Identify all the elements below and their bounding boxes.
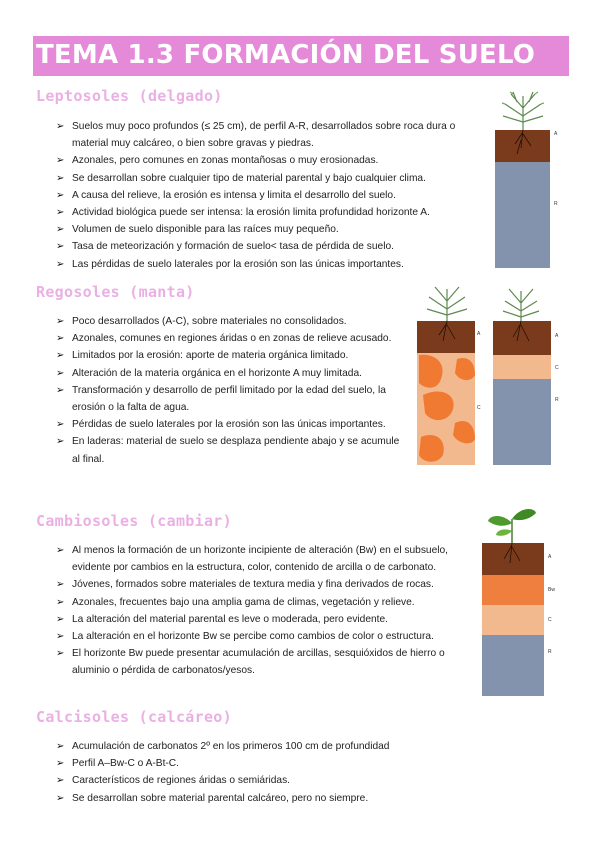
plant-icon [503,289,539,323]
horizon-label-r: R [554,201,558,207]
section-heading-regosoles: Regosoles (manta) [36,283,195,301]
plant-icon [502,92,544,130]
horizon-label-c: C [555,365,559,371]
list-item: ➢ La alteración en el horizonte Bw se percibe como cambios de color o estructura. [56,628,474,645]
horizon-label-a: A [477,331,481,337]
horizon-label-a: A [548,554,552,560]
list-item: ➢ Actividad biológica puede ser intensa: la erosión limita profundidad horizonte A. [56,204,488,221]
leptosol-profile-diagram [493,88,573,270]
horizon-label-a: A [555,333,559,339]
list-item: ➢ Acumulación de carbonatos 2º en los primeros 100 cm de profundidad [56,738,476,755]
calcisoles-list [56,738,476,807]
leptosoles-list [56,118,488,273]
list-item: ➢ Al menos la formación de un horizonte incipiente de alteración (Bw) en el subsuelo, evidente por cambios en la estructura, color, contenido de arcilla o de carbonato. [56,542,474,576]
list-item: ➢ Suelos muy poco profundos (≤ 25 cm), de perfil A-R, desarrollados sobre roca dura o material muy calcáreo, o bien sobre gravas y piedras. [56,118,488,152]
section-heading-leptosoles: Leptosoles (delgado) [36,87,223,105]
list-item: ➢ Se desarrollan sobre material parental calcáreo, pero no siempre. [56,790,476,807]
list-item: ➢ Limitados por la erosión: aporte de materia orgánica limitado. [56,347,401,364]
regosol-profile-diagram [413,283,583,468]
list-item: ➢ Azonales, comunes en regiones áridas o en zonas de relieve acusado. [56,330,401,347]
list-item: ➢ Azonales, pero comunes en zonas montañosas o muy erosionadas. [56,152,488,169]
list-item: ➢ El horizonte Bw puede presentar acumulación de arcillas, sesquióxidos de hierro o aluminio o pérdida de carbonatos/yesos. [56,645,474,679]
horizon-label-c: C [548,617,552,623]
list-item: ➢ Azonales, frecuentes bajo una amplia gama de climas, vegetación y relieve. [56,594,474,611]
horizon-label-bw: Bw [548,587,555,593]
list-item: ➢ A causa del relieve, la erosión es intensa y limita el desarrollo del suelo. [56,187,488,204]
list-item: ➢ Característicos de regiones áridas o semiáridas. [56,772,476,789]
horizon-label-r: R [555,397,559,403]
section-heading-calcisoles: Calcisoles (calcáreo) [36,708,232,726]
list-item: ➢ Transformación y desarrollo de perfil limitado por la edad del suelo, la erosión o la falta de agua. [56,382,401,416]
title-bar [33,36,569,76]
list-item: ➢ Volumen de suelo disponible para las raíces muy pequeño. [56,221,488,238]
plant-icon [427,287,467,323]
horizon-label-c: C [477,405,481,411]
section-heading-cambiosoles: Cambiosoles (cambiar) [36,512,232,530]
list-item: ➢ La alteración del material parental es leve o moderada, pero evidente. [56,611,474,628]
cambisol-profile-diagram [480,505,570,697]
horizon-label-r: R [548,649,552,655]
regosoles-list [56,313,401,468]
list-item: ➢ Pérdidas de suelo laterales por la erosión son las únicas importantes. [56,416,401,433]
list-item: ➢ En laderas: material de suelo se desplaza pendiente abajo y se acumule al final. [56,433,401,467]
list-item: ➢ Alteración de la materia orgánica en el horizonte A muy limitada. [56,365,401,382]
seedling-icon [488,509,536,543]
list-item: ➢ Tasa de meteorización y formación de suelo< tasa de pérdida de suelo. [56,238,488,255]
list-item: ➢ Poco desarrollados (A-C), sobre materiales no consolidados. [56,313,401,330]
list-item: ➢ Se desarrollan sobre cualquier tipo de material parental y bajo cualquier clima. [56,170,488,187]
list-item: ➢ Las pérdidas de suelo laterales por la erosión son las únicas importantes. [56,256,488,273]
cambiosoles-list [56,542,474,680]
list-item: ➢ Jóvenes, formados sobre materiales de textura media y fina derivados de rocas. [56,576,474,593]
page-title: TEMA 1.3 FORMACIÓN DEL SUELO [36,40,536,70]
list-item: ➢ Perfil A–Bw-C o A-Bt-C. [56,755,476,772]
horizon-label-a: A [554,131,558,137]
